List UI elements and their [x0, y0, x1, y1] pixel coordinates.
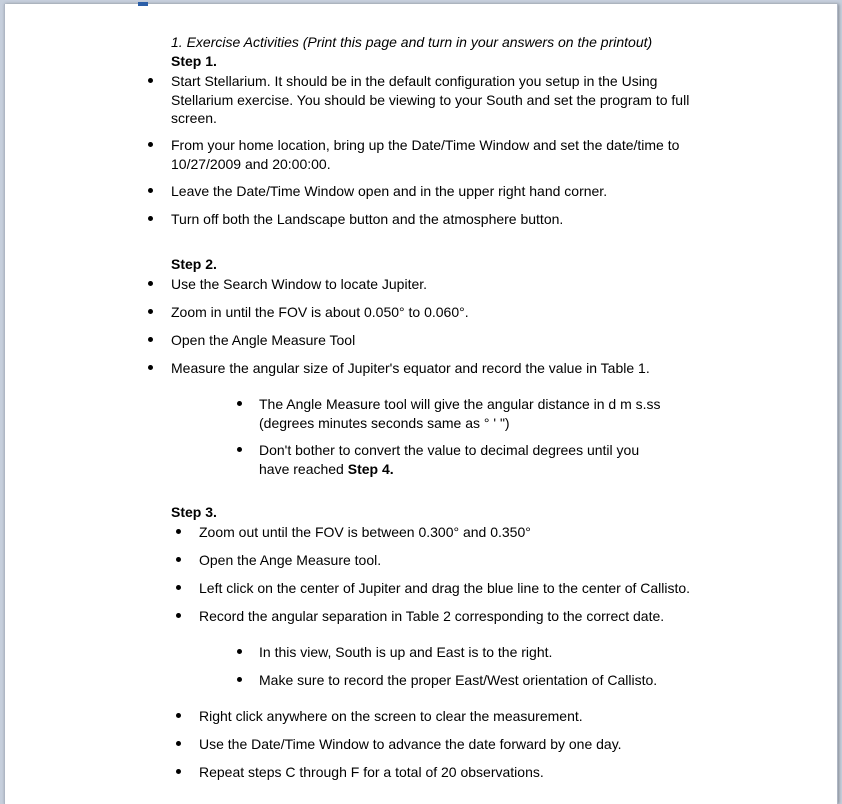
- step1-item-3: Leave the Date/Time Window open and in the upper right hand corner.: [171, 183, 608, 199]
- bullet: [237, 447, 242, 452]
- bullet: [148, 281, 153, 286]
- bullet: [176, 557, 181, 562]
- step1-item-1-line-2: Stellarium exercise. You should be viewing to your South and set the program to full: [171, 92, 690, 108]
- step3-subitem-2: Make sure to record the proper East/West orientation of Callisto.: [259, 672, 658, 688]
- step3-item-4: Record the angular separation in Table 2 corresponding to the correct date.: [199, 608, 665, 624]
- step2-subitem-2-prefix: have reached: [259, 461, 348, 477]
- exercise-heading: 1. Exercise Activities (Print this page and turn in your answers on the printout): [171, 34, 653, 50]
- step2-subitem-2-line-1: Don't bother to convert the value to decimal degrees until you: [259, 442, 640, 458]
- bullet: [176, 613, 181, 618]
- step1-title: Step 1.: [171, 53, 217, 69]
- bullet: [148, 365, 153, 370]
- step3-item-7: Repeat steps C through F for a total of 20 observations.: [199, 764, 544, 780]
- step3-item-5: Right click anywhere on the screen to clear the measurement.: [199, 708, 583, 724]
- step2-item-4: Measure the angular size of Jupiter's equator and record the value in Table 1.: [171, 360, 650, 376]
- step2-title: Step 2.: [171, 256, 217, 272]
- bullet: [237, 649, 242, 654]
- step3-item-2: Open the Ange Measure tool.: [199, 552, 382, 568]
- step2-subitem-2-line-2: [259, 460, 394, 478]
- step1-item-4: Turn off both the Landscape button and the atmosphere button.: [171, 211, 564, 227]
- step1-item-2-line-2: 10/27/2009 and 20:00:00.: [171, 156, 331, 172]
- bullet: [148, 142, 153, 147]
- step2-item-1: Use the Search Window to locate Jupiter.: [171, 276, 428, 292]
- step1-item-1-line-1: Start Stellarium. It should be in the default configuration you setup in the Using: [171, 73, 658, 89]
- bullet: [148, 337, 153, 342]
- bullet: [148, 309, 153, 314]
- bullet: [176, 713, 181, 718]
- step2-item-3: Open the Angle Measure Tool: [171, 332, 356, 348]
- bullet: [176, 585, 181, 590]
- step4-reference: Step 4.: [347, 461, 394, 477]
- text-cursor-marker: [138, 2, 148, 6]
- bullet: [176, 529, 181, 534]
- step3-item-3: Left click on the center of Jupiter and drag the blue line to the center of Callisto.: [199, 580, 691, 596]
- step3-subitem-1: In this view, South is up and East is to the right.: [259, 644, 553, 660]
- bullet: [237, 677, 242, 682]
- step2-subitem-1-line-2: (degrees minutes seconds same as ° ' "): [259, 415, 510, 431]
- bullet: [237, 401, 242, 406]
- step1-item-1-line-3: screen.: [171, 110, 217, 126]
- bullet: [148, 78, 153, 83]
- step3-item-6: Use the Date/Time Window to advance the date forward by one day.: [199, 736, 622, 752]
- bullet: [176, 769, 181, 774]
- bullet: [176, 741, 181, 746]
- step3-title: Step 3.: [171, 504, 217, 520]
- step2-item-2: Zoom in until the FOV is about 0.050° to 0.060°.: [171, 304, 469, 320]
- bullet: [148, 188, 153, 193]
- bullet: [148, 216, 153, 221]
- step1-item-2-line-1: From your home location, bring up the Date/Time Window and set the date/time to: [171, 137, 680, 153]
- document-page: [4, 4, 838, 804]
- step2-subitem-1-line-1: The Angle Measure tool will give the angular distance in d m s.ss: [259, 396, 661, 412]
- step3-item-1: Zoom out until the FOV is between 0.300° and 0.350°: [199, 524, 531, 540]
